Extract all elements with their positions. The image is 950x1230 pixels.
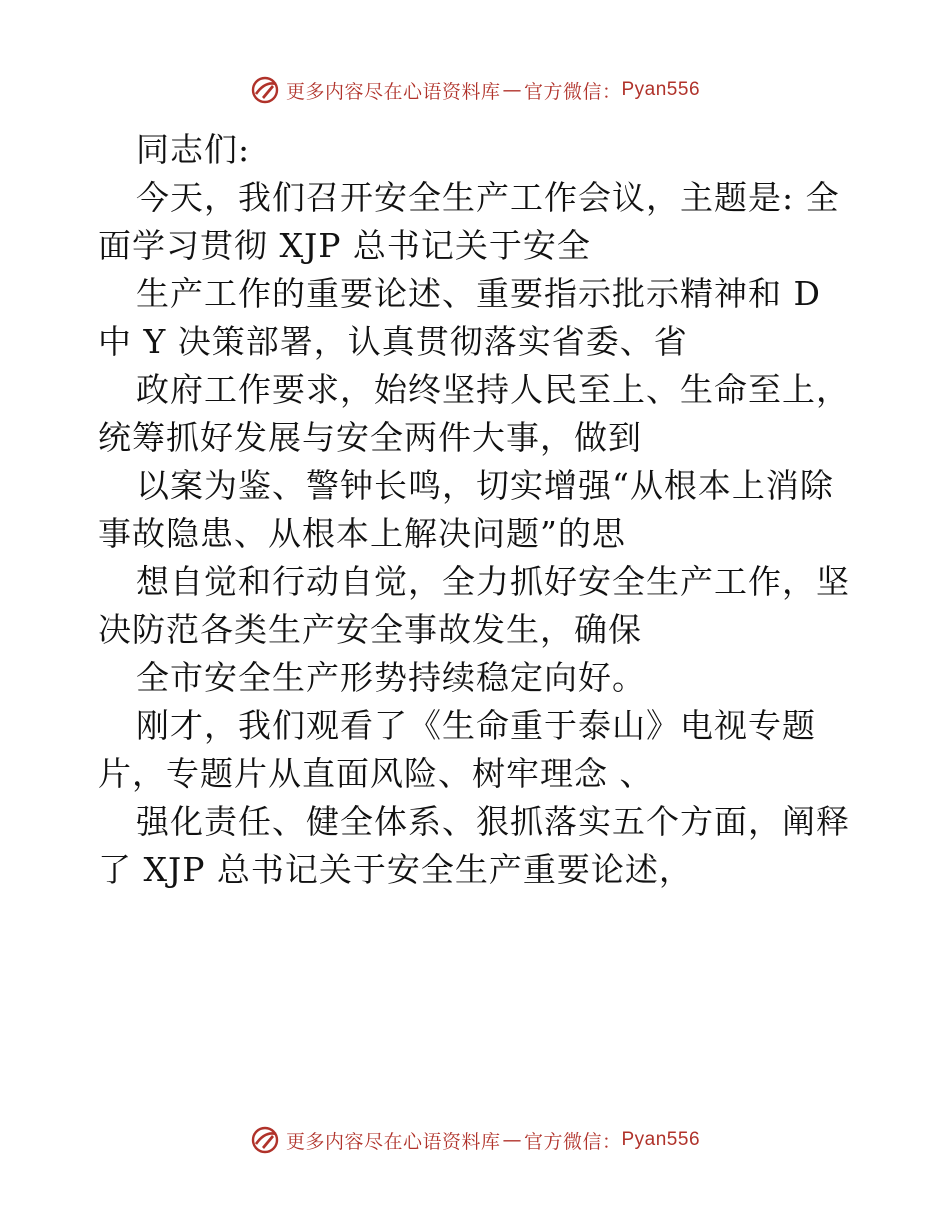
paragraph-line: 以案为鉴、警钟长鸣，切实增强“从根本上消除 [136,466,834,505]
paragraph-line: 全市安全生产形势持续稳定向好。 [136,658,646,697]
pen-logo-icon [250,1125,280,1155]
watermark-label: 官方微信： [523,1130,622,1153]
paragraph-line: 政府工作要求，始终坚持人民至上、生命至上， [136,370,850,409]
paragraph-line: 面学习贯彻 XJP 总书记关于安全 [98,226,591,265]
footer-watermark [0,1122,950,1158]
watermark-label: 官方微信： [523,80,622,103]
watermark-text: 更多内容尽在心语资料库 [285,1130,501,1153]
paragraph-line: 同志们: [136,130,251,169]
paragraph-line: 统筹抓好发展与安全两件大事，做到 [98,418,642,457]
paragraph-line: 强化责任、健全体系、狠抓落实五个方面，阐释 [136,802,850,841]
paragraph-line: 想自觉和行动自觉，全力抓好安全生产工作，坚 [136,562,850,601]
paragraph-line: 事故隐患、从根本上解决问题”的思 [98,514,626,553]
paragraph-line: 今天，我们召开安全生产工作会议，主题是: 全 [136,178,840,217]
paragraph-line: 生产工作的重要论述、重要指示批示精神和 D [136,274,821,313]
document-body [98,126,858,894]
paragraph-line: 片，专题片从直面风险、树牢理念 、 [98,754,654,793]
paragraph-line: 了 XJP 总书记关于安全生产重要论述， [98,850,693,889]
paragraph-line: 决防范各类生产安全事故发生，确保 [98,610,642,649]
paragraph-line: 刚才，我们观看了《生命重于泰山》电视专题 [136,706,816,745]
watermark-wechat-id: Pyan556 [621,79,701,100]
header-watermark [0,72,950,108]
watermark-text: 更多内容尽在心语资料库 [285,80,501,103]
watermark-dash: — [502,1129,522,1151]
watermark-wechat-id: Pyan556 [621,1129,701,1150]
pen-logo-icon [250,75,280,105]
paragraph-line: 中 Y 决策部署，认真贯彻落实省委、省 [98,322,688,361]
watermark-dash: — [502,79,522,101]
